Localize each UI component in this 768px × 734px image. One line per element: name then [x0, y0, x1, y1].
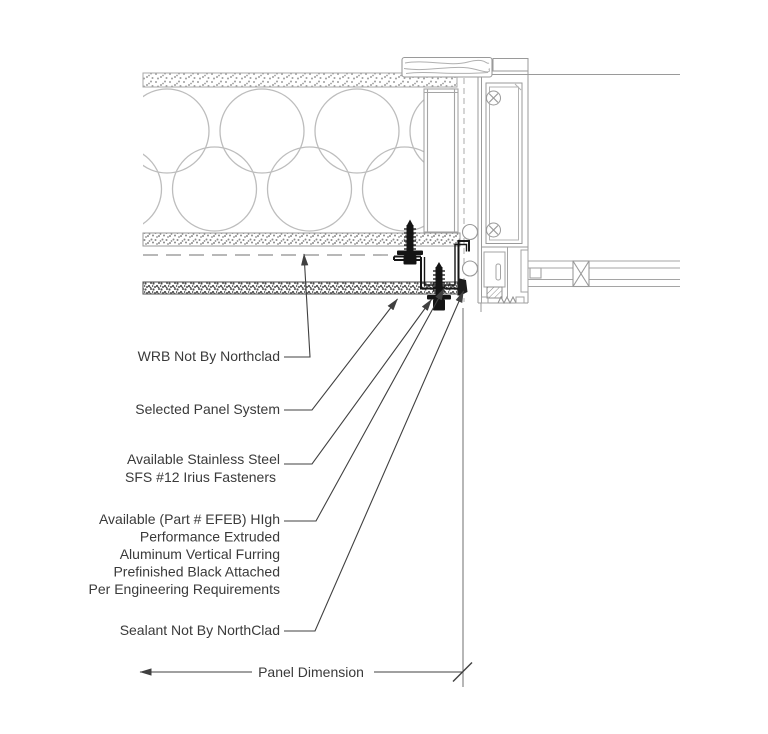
label-wrb: WRB Not By Northclad	[137, 348, 280, 364]
panel-system-layer	[143, 282, 460, 294]
fastener-upper-head	[404, 255, 417, 265]
label-panel-dimension: Panel Dimension	[258, 664, 364, 680]
frame-screw-pocket	[486, 83, 522, 244]
wood-blocking	[402, 58, 492, 78]
glazing-spacer	[573, 261, 589, 287]
glazing-unit	[528, 261, 680, 287]
label-furring-line2: Performance Extruded	[139, 528, 280, 545]
wall-end-framing	[424, 89, 458, 232]
labels	[89, 348, 280, 638]
label-panel-system: Selected Panel System	[135, 401, 280, 417]
leader-wrb	[284, 254, 310, 357]
label-furring-line4: Prefinished Black Attached	[113, 563, 280, 580]
leader-lines	[284, 254, 464, 631]
label-furring-line3: Aluminum Vertical Furring	[119, 546, 280, 562]
label-furring-line1: Available (Part # EFEB) HIgh	[98, 511, 280, 527]
setting-block	[530, 268, 541, 278]
frame-screw-bottom	[487, 223, 501, 237]
leader-sealant	[284, 291, 464, 631]
frame-screw-top	[487, 91, 501, 105]
label-fasteners-line1: Available Stainless Steel	[126, 451, 280, 467]
frame-sill-assembly	[478, 247, 528, 312]
backer-rod-top	[463, 225, 478, 240]
shim-block	[487, 287, 502, 298]
frame-head-receptor	[493, 59, 528, 72]
fastener-upper-washer	[397, 251, 423, 256]
label-furring-line5: Per Engineering Requirements	[88, 581, 280, 597]
label-fasteners-line2: SFS #12 Irius Fasteners	[125, 469, 276, 485]
leader-fasteners	[284, 300, 432, 465]
leader-panel-system	[284, 299, 398, 410]
label-sealant: Sealant Not By NorthClad	[119, 622, 280, 638]
backer-rod-bottom	[463, 261, 478, 276]
batt-insulation	[143, 87, 455, 233]
